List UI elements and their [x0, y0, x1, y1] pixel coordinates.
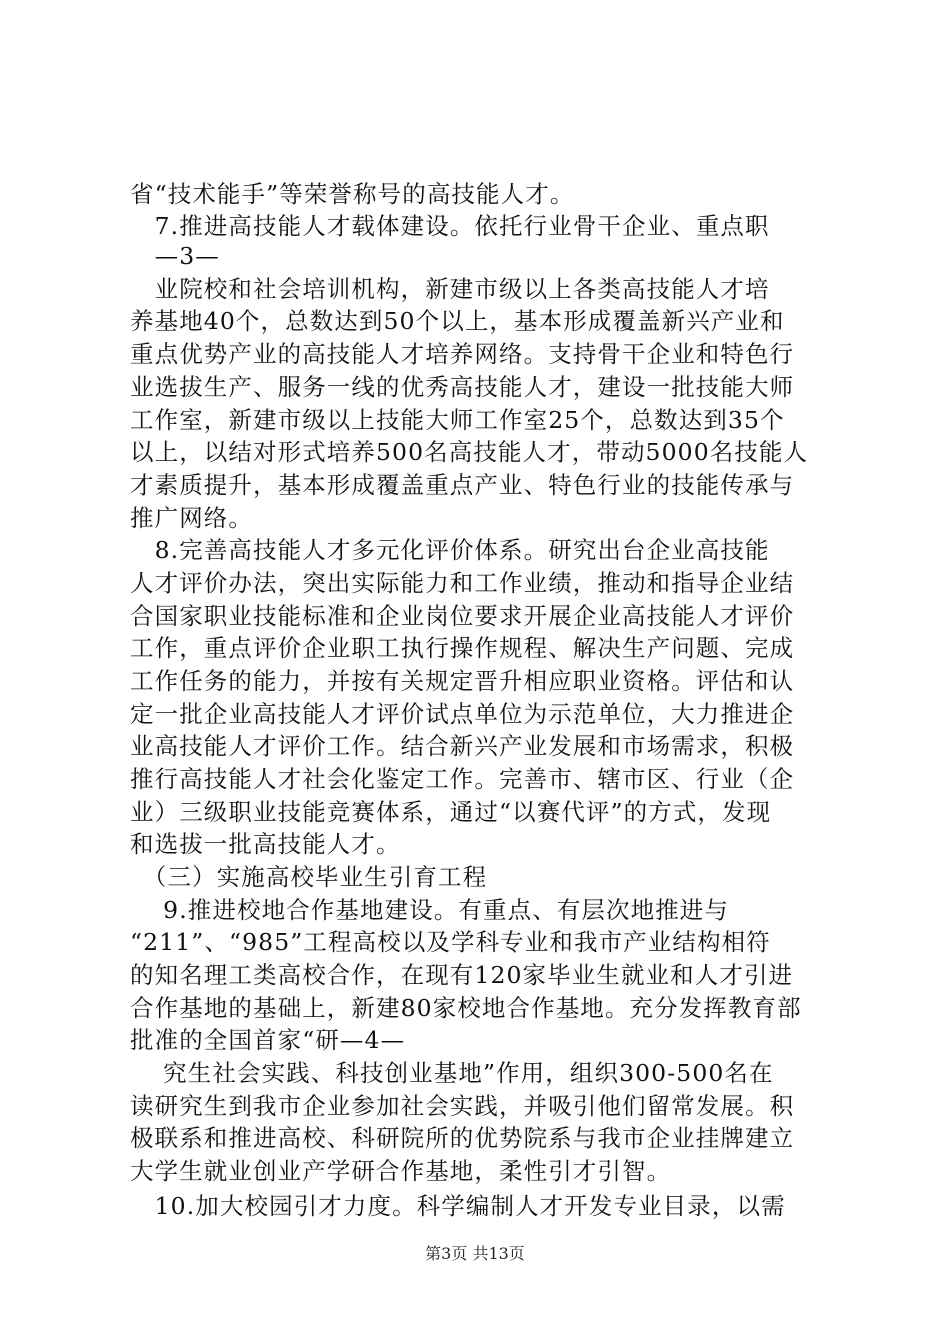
text-line: 8.完善高技能人才多元化评价体系。研究出台企业高技能 — [130, 536, 770, 564]
text-line: 极联系和推进高校、科研院所的优势院系与我市企业挂牌建立 — [130, 1124, 795, 1152]
text-line: 推广网络。 — [130, 504, 253, 532]
text-line: “211”、“985”工程高校以及学科专业和我市产业结构相符 — [130, 928, 771, 956]
text-line: 以上，以结对形式培养500名高技能人才，带动5000名技能人 — [130, 438, 809, 466]
text-line: 读研究生到我市企业参加社会实践，并吸引他们留常发展。积 — [130, 1092, 795, 1120]
text-line: 工作，重点评价企业职工执行操作规程、解决生产问题、完成 — [130, 634, 795, 662]
text-line: 推行高技能人才社会化鉴定工作。完善市、辖市区、行业（企 — [130, 765, 795, 793]
text-line: 合作基地的基础上，新建80家校地合作基地。充分发挥教育部 — [130, 994, 802, 1022]
text-line: 7.推进高技能人才载体建设。依托行业骨干企业、重点职 — [130, 212, 770, 240]
text-line: 的知名理工类高校合作，在现有120家毕业生就业和人才引进 — [130, 961, 794, 989]
text-line: 大学生就业创业产学研合作基地，柔性引才引智。 — [130, 1157, 672, 1185]
text-line: 究生社会实践、科技创业基地”作用，组织300-500名在 — [130, 1059, 774, 1087]
text-line: 业高技能人才评价工作。结合新兴产业发展和市场需求，积极 — [130, 732, 795, 760]
text-line: 养基地40个，总数达到50个以上，基本形成覆盖新兴产业和 — [130, 307, 785, 335]
text-line: 和选拔一批高技能人才。 — [130, 830, 401, 858]
text-line: 重点优势产业的高技能人才培养网络。支持骨干企业和特色行 — [130, 340, 795, 368]
text-line: 批准的全国首家“研—4— — [130, 1026, 406, 1054]
text-line: 业选拔生产、服务一线的优秀高技能人才，建设一批技能大师 — [130, 373, 795, 401]
text-line: 合国家职业技能标准和企业岗位要求开展企业高技能人才评价 — [130, 602, 795, 630]
text-line: 定一批企业高技能人才评价试点单位为示范单位，大力推进企 — [130, 700, 795, 728]
section-heading: （三）实施高校毕业生引育工程 — [130, 863, 488, 891]
text-line: 业院校和社会培训机构，新建市级以上各类高技能人才培 — [130, 275, 770, 303]
text-line: 业）三级职业技能竞赛体系，通过“以赛代评”的方式，发现 — [130, 798, 772, 826]
text-line: 9.推进校地合作基地建设。有重点、有层次地推进与 — [130, 896, 729, 924]
text-line: 省“技术能手”等荣誉称号的高技能人才。 — [130, 180, 575, 208]
text-line: 人才评价办法，突出实际能力和工作业绩，推动和指导企业结 — [130, 569, 795, 597]
page-marker-line: —3— — [130, 242, 220, 270]
text-line: 工作任务的能力，并按有关规定晋升相应职业资格。评估和认 — [130, 667, 795, 695]
text-line: 10.加大校园引才力度。科学编制人才开发专业目录，以需 — [130, 1192, 786, 1220]
page-number-footer: 第3页 共13页 — [425, 1244, 525, 1263]
text-line: 工作室，新建市级以上技能大师工作室25个，总数达到35个 — [130, 406, 785, 434]
text-line: 才素质提升，基本形成覆盖重点产业、特色行业的技能传承与 — [130, 471, 795, 499]
